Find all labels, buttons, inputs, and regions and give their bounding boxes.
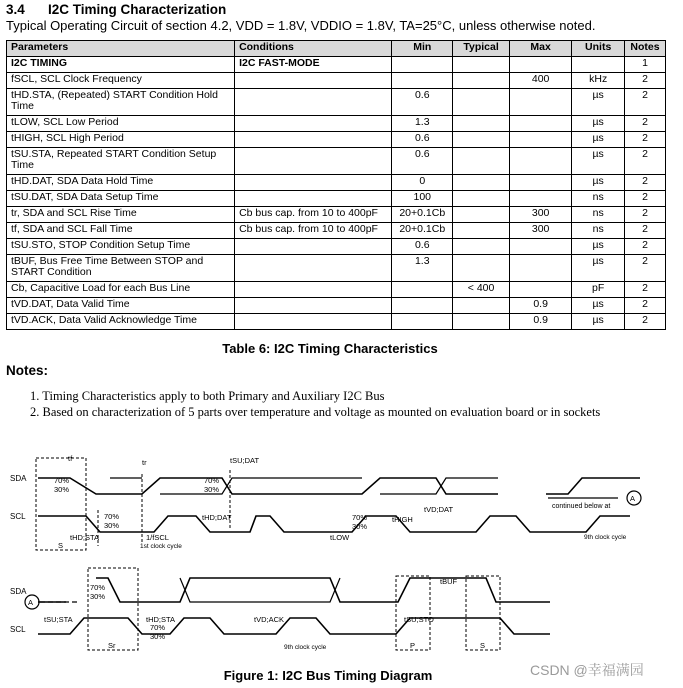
header-units: Units [572,41,625,57]
pct70-label: 70% [54,476,70,485]
marker-a-label: A [630,494,636,503]
cell-min: 0 [392,175,453,191]
cell-units: µs [572,298,625,314]
table-row [7,191,666,207]
repeated-start-box [88,568,138,650]
cell-max [509,191,571,207]
cell-max [509,116,571,132]
section-heading [6,2,226,17]
cell-notes: 2 [625,73,666,89]
start-s-label-bottom: S [480,641,486,650]
cell-typical [453,207,510,223]
cell-parameter: tf, SDA and SCL Fall Time [7,223,235,239]
cell-condition: Cb bus cap. from 10 to 400pF [235,207,392,223]
table-row [7,282,666,298]
cell-condition [235,148,392,175]
start-s-label: S [58,541,64,550]
cell-units: ns [572,191,625,207]
cell-parameter: tSU.STO, STOP Condition Setup Time [7,239,235,255]
cell-parameter: tHD.DAT, SDA Data Hold Time [7,175,235,191]
cell-typical [453,298,510,314]
cell-notes: 2 [625,132,666,148]
table-row [7,116,666,132]
cell-notes: 2 [625,223,666,239]
table-row [7,314,666,330]
cell-typical [453,73,510,89]
cell-condition [235,255,392,282]
cell-max: 0.9 [509,314,571,330]
cell-min: 100 [392,191,453,207]
cell-units: µs [572,239,625,255]
cell-typical [453,175,510,191]
cell-condition [235,314,392,330]
cell-units: µs [572,314,625,330]
cell-typical [453,148,510,175]
cell-max: 300 [509,207,571,223]
cell-parameter: tLOW, SCL Low Period [7,116,235,132]
tr-label: tr [142,458,147,467]
cell-units [572,57,625,73]
cell-notes: 2 [625,239,666,255]
cell-notes: 2 [625,298,666,314]
cell-typical [453,116,510,132]
section-title: I2C Timing Characterization [48,2,227,17]
cell-condition [235,298,392,314]
cell-units: ns [572,207,625,223]
pct30-label: 30% [90,592,106,601]
sda-waveform-bottom [38,578,550,602]
cell-condition [235,73,392,89]
scl-waveform-bottom [38,618,550,634]
stop-p-label: P [410,641,416,650]
cell-units: ns [572,223,625,239]
header-max: Max [509,41,571,57]
tsu-sto-label: tSU;STO [404,615,434,624]
cell-max [509,255,571,282]
thd-sta-label: tHD;STA [70,533,100,542]
cell-parameter: tSU.STA, Repeated START Condition Setup Time [7,148,235,175]
ninth-clock-label: 9th clock cycle [584,534,627,541]
cell-condition: Cb bus cap. from 10 to 400pF [235,223,392,239]
sda-data-lower [180,578,340,602]
scl-waveform-top [38,516,630,532]
cell-typical: < 400 [453,282,510,298]
cell-min: 20+0.1Cb [392,207,453,223]
cell-max [509,239,571,255]
cell-min: 0.6 [392,148,453,175]
cell-min [392,73,453,89]
header-typical: Typical [453,41,510,57]
i2c-timing-table [6,40,666,330]
cell-condition [235,132,392,148]
table-row [7,57,666,73]
pct30-label: 30% [104,521,120,530]
cell-notes: 2 [625,116,666,132]
cell-max [509,89,571,116]
thd-dat-label: tHD;DAT [202,513,232,522]
table-row [7,89,666,116]
pct70-label: 70% [90,583,106,592]
cell-min [392,57,453,73]
cell-min: 0.6 [392,89,453,116]
cell-parameter: tr, SDA and SCL Rise Time [7,207,235,223]
cell-notes: 2 [625,255,666,282]
sda-label-bottom: SDA [10,587,27,596]
cell-units: pF [572,282,625,298]
cell-typical [453,223,510,239]
note-item: 1. Timing Characteristics apply to both Primary and Auxiliary I2C Bus [30,389,385,403]
notes-title: Notes: [6,363,49,378]
cell-notes: 2 [625,191,666,207]
cell-units: µs [572,89,625,116]
pct30-label: 30% [54,485,70,494]
cell-units: µs [572,255,625,282]
pct70-label: 70% [104,512,120,521]
tvd-dat-label: tVD;DAT [424,505,454,514]
table-row [7,223,666,239]
cell-parameter: tHIGH, SCL High Period [7,132,235,148]
marker-a-bottom-label: A [28,598,34,607]
stop-start-box [466,576,500,650]
cell-units: µs [572,175,625,191]
thd-sta-label-bottom: tHD;STA [146,615,176,624]
cell-condition [235,116,392,132]
cell-notes: 2 [625,148,666,175]
cell-typical [453,57,510,73]
cell-parameter: Cb, Capacitive Load for each Bus Line [7,282,235,298]
cell-min: 20+0.1Cb [392,223,453,239]
sda-waveform-top [38,478,640,494]
cell-condition [235,191,392,207]
table-row [7,239,666,255]
tsu-sta-label: tSU;STA [44,615,73,624]
cell-min [392,298,453,314]
pct70-label: 70% [150,623,166,632]
pct30-label: 30% [352,522,368,531]
table-caption: Table 6: I2C Timing Characteristics [222,341,438,356]
pct30-label: 30% [204,485,220,494]
cell-notes: 2 [625,282,666,298]
cell-max: 0.9 [509,298,571,314]
table-header-row [7,41,666,57]
table-row [7,298,666,314]
cell-notes: 2 [625,207,666,223]
cell-typical [453,191,510,207]
cell-typical [453,132,510,148]
cell-max [509,57,571,73]
continued-label: continued below at [552,503,611,510]
figure-caption: Figure 1: I2C Bus Timing Diagram [223,668,433,683]
stop-condition-box [396,576,430,650]
table-row [7,207,666,223]
cell-min [392,282,453,298]
sda-label: SDA [10,474,27,483]
tsu-dat-label: tSU;DAT [230,456,260,465]
header-min: Min [392,41,453,57]
notes-list [30,388,600,420]
watermark: CSDN @幸福满园 [530,662,644,678]
cell-units: µs [572,148,625,175]
cell-condition [235,89,392,116]
table-row [7,255,666,282]
pct30-label: 30% [150,632,166,641]
cell-typical [453,239,510,255]
cell-units: µs [572,116,625,132]
thigh-label: tHIGH [392,515,413,524]
cell-units: µs [572,132,625,148]
cell-units: kHz [572,73,625,89]
cell-parameter: tBUF, Bus Free Time Between STOP and START Condition [7,255,235,282]
table-row [7,132,666,148]
cell-condition: I2C FAST-MODE [235,57,392,73]
scl-label: SCL [10,512,26,521]
cell-max [509,175,571,191]
cell-max [509,282,571,298]
table-row [7,148,666,175]
header-conditions: Conditions [235,41,392,57]
tf-label: tf [68,454,73,463]
note-item: 2. Based on characterization of 5 parts over temperature and voltage as mounted on evaluation board or in sockets [30,405,601,419]
cell-condition [235,239,392,255]
cell-parameter: tSU.DAT, SDA Data Setup Time [7,191,235,207]
cell-condition [235,175,392,191]
table-row [7,73,666,89]
cell-max: 300 [509,223,571,239]
tbuf-label: tBUF [440,577,458,586]
cell-min [392,314,453,330]
section-number: 3.4 [6,2,25,17]
cell-typical [453,89,510,116]
cell-parameter: fSCL, SCL Clock Frequency [7,73,235,89]
sr-label: Sr [108,641,116,650]
header-parameters: Parameters [7,41,235,57]
cell-max [509,148,571,175]
cell-parameter: tVD.ACK, Data Valid Acknowledge Time [7,314,235,330]
cell-min: 0.6 [392,132,453,148]
ninth-clock-label-bottom: 9th clock cycle [284,644,327,651]
cell-notes: 2 [625,314,666,330]
cell-min: 1.3 [392,255,453,282]
pct70-label: 70% [204,476,220,485]
cell-parameter: tHD.STA, (Repeated) START Condition Hold Time [7,89,235,116]
header-notes: Notes [625,41,666,57]
cell-typical [453,255,510,282]
cell-notes: 1 [625,57,666,73]
tvd-ack-label: tVD;ACK [254,615,285,624]
cell-max: 400 [509,73,571,89]
table-row [7,175,666,191]
i2c-timing-diagram [0,450,683,688]
cell-condition [235,282,392,298]
first-clock-label: 1st clock cycle [140,543,182,550]
cell-max [509,132,571,148]
tlow-label: tLOW [330,533,350,542]
fscl-label: 1/fSCL [146,533,169,542]
scl-label-bottom: SCL [10,625,26,634]
cell-parameter: I2C TIMING [7,57,235,73]
cell-min: 1.3 [392,116,453,132]
sda-data-upper [110,478,498,494]
section-subtitle: Typical Operating Circuit of section 4.2, VDD = 1.8V, VDDIO = 1.8V, TA=25°C, unless otherwise noted. [6,18,596,33]
cell-notes: 2 [625,89,666,116]
cell-typical [453,314,510,330]
pct70-label: 70% [352,513,368,522]
cell-min: 0.6 [392,239,453,255]
cell-notes: 2 [625,175,666,191]
cell-parameter: tVD.DAT, Data Valid Time [7,298,235,314]
